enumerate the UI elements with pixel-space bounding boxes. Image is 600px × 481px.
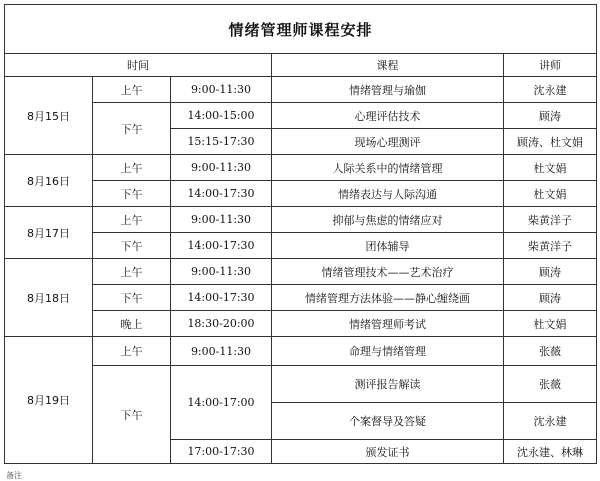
time-cell: 14:00-15:00: [171, 103, 272, 129]
time-cell: 17:00-17:30: [171, 440, 272, 464]
time-cell: 9:00-11:30: [171, 155, 272, 181]
period-cell: 下午: [93, 233, 171, 259]
period-cell: 下午: [93, 285, 171, 311]
period-cell: 上午: [93, 155, 171, 181]
period-cell: 上午: [93, 207, 171, 233]
table-row: [5, 77, 597, 103]
table-row: [5, 207, 597, 233]
lecturer-cell: 张薇: [504, 337, 597, 366]
course-cell: 颁发证书: [272, 440, 504, 464]
course-cell: 情绪管理师考试: [272, 311, 504, 337]
time-cell: 9:00-11:30: [171, 259, 272, 285]
time-cell: 14:00-17:30: [171, 181, 272, 207]
table-row: [5, 259, 597, 285]
date-cell: 8月15日: [5, 77, 93, 155]
course-cell: 个案督导及答疑: [272, 403, 504, 440]
title-row: [5, 5, 597, 54]
time-cell: 18:30-20:00: [171, 311, 272, 337]
header-lecturer: 讲师: [504, 54, 597, 77]
table-row: [5, 233, 597, 259]
table-row: [5, 103, 597, 129]
period-cell: 上午: [93, 337, 171, 366]
header-time: 时间: [5, 54, 272, 77]
time-cell: 9:00-11:30: [171, 207, 272, 233]
lecturer-cell: 沈永建: [504, 77, 597, 103]
lecturer-cell: 杜文娟: [504, 181, 597, 207]
lecturer-cell: 杜文娟: [504, 311, 597, 337]
course-cell: 人际关系中的情绪管理: [272, 155, 504, 181]
course-cell: 情绪表达与人际沟通: [272, 181, 504, 207]
date-cell: 8月17日: [5, 207, 93, 259]
table-row: [5, 337, 597, 366]
lecturer-cell: 柴黄洋子: [504, 207, 597, 233]
date-cell: 8月19日: [5, 337, 93, 464]
lecturer-cell: 沈永建: [504, 403, 597, 440]
lecturer-cell: 顾涛: [504, 259, 597, 285]
time-cell: 14:00-17:30: [171, 233, 272, 259]
time-cell: 14:00-17:00: [171, 366, 272, 440]
period-cell: 下午: [93, 181, 171, 207]
lecturer-cell: 顾涛: [504, 103, 597, 129]
time-cell: 9:00-11:30: [171, 77, 272, 103]
lecturer-cell: 杜文娟: [504, 155, 597, 181]
period-cell: 上午: [93, 259, 171, 285]
table-row: [5, 285, 597, 311]
time-cell: 15:15-17:30: [171, 129, 272, 155]
date-cell: 8月18日: [5, 259, 93, 337]
course-cell: 情绪管理方法体验——静心缠绕画: [272, 285, 504, 311]
page-title: 情绪管理师课程安排: [5, 5, 597, 54]
lecturer-cell: 顾涛、杜文娟: [504, 129, 597, 155]
lecturer-cell: 张薇: [504, 366, 597, 403]
course-cell: 现场心理测评: [272, 129, 504, 155]
table-row: [5, 366, 597, 403]
lecturer-cell: 沈永建、林琳: [504, 440, 597, 464]
table-row: [5, 181, 597, 207]
lecturer-cell: 柴黄洋子: [504, 233, 597, 259]
course-cell: 心理评估技术: [272, 103, 504, 129]
course-cell: 命理与情绪管理: [272, 337, 504, 366]
date-cell: 8月16日: [5, 155, 93, 207]
course-cell: 情绪管理技术——艺术治疗: [272, 259, 504, 285]
course-cell: 情绪管理与瑜伽: [272, 77, 504, 103]
lecturer-cell: 顾涛: [504, 285, 597, 311]
table-row: [5, 311, 597, 337]
schedule-table: [4, 4, 597, 464]
period-cell: 晚上: [93, 311, 171, 337]
period-cell: 上午: [93, 77, 171, 103]
table-row: [5, 155, 597, 181]
course-cell: 抑郁与焦虑的情绪应对: [272, 207, 504, 233]
schedule-sheet: [4, 4, 596, 474]
time-cell: 14:00-17:30: [171, 285, 272, 311]
period-cell: 下午: [93, 103, 171, 155]
course-cell: 团体辅导: [272, 233, 504, 259]
time-cell: 9:00-11:30: [171, 337, 272, 366]
header-row: [5, 54, 597, 77]
period-cell: 下午: [93, 366, 171, 464]
header-course: 课程: [272, 54, 504, 77]
footnote: 备注: [6, 471, 22, 480]
course-cell: 测评报告解读: [272, 366, 504, 403]
